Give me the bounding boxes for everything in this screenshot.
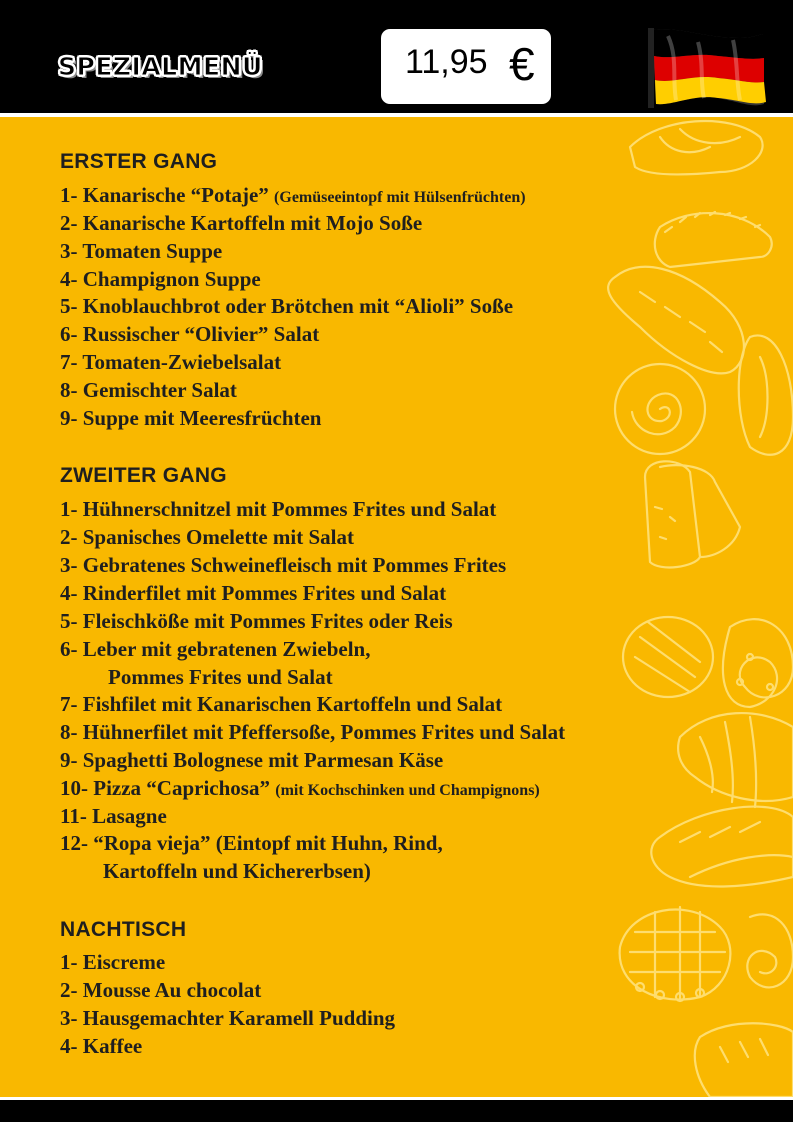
list-item: 3- Tomaten Suppe xyxy=(60,239,223,263)
section-title-nachtisch: NACHTISCH xyxy=(60,918,187,941)
list-item: 12- “Ropa vieja” (Eintopf mit Huhn, Rind, xyxy=(60,831,443,855)
list-item: 11- Lasagne xyxy=(60,804,167,828)
section-title-erster-gang: ERSTER GANG xyxy=(60,150,218,173)
item-text: 10- Pizza “Caprichosa” xyxy=(60,776,270,800)
item-note: (mit Kochschinken und Champignons) xyxy=(275,782,540,799)
list-item: 2- Kanarische Kartoffeln mit Mojo Soße xyxy=(60,211,423,235)
list-item: 7- Fishfilet mit Kanarischen Kartoffeln und Salat xyxy=(60,692,503,716)
list-item: 7- Tomaten-Zwiebelsalat xyxy=(60,350,282,374)
list-item: 3- Gebratenes Schweinefleisch mit Pommes Frites xyxy=(60,553,507,577)
list-item: 9- Spaghetti Bolognese mit Parmesan Käse xyxy=(60,748,444,772)
list-item: 5- Fleischköße mit Pommes Frites oder Reis xyxy=(60,609,453,633)
list-item: 2- Spanisches Omelette mit Salat xyxy=(60,525,354,549)
list-item-continuation: Pommes Frites und Salat xyxy=(108,665,333,689)
list-item: 4- Rinderfilet mit Pommes Frites und Salat xyxy=(60,581,447,605)
list-item: 9- Suppe mit Meeresfrüchten xyxy=(60,406,322,430)
list-item: 5- Knoblauchbrot oder Brötchen mit “Alioli” Soße xyxy=(60,294,514,318)
list-item: 6- Leber mit gebratenen Zwiebeln, xyxy=(60,637,371,661)
bread-illustrations-icon xyxy=(600,117,793,1097)
section-title-zweiter-gang: ZWEITER GANG xyxy=(60,464,227,487)
item-note: (Gemüseeintopf mit Hülsenfrüchten) xyxy=(274,189,526,206)
list-item: 6- Russischer “Olivier” Salat xyxy=(60,322,320,346)
list-item: 2- Mousse Au chocolat xyxy=(60,978,262,1002)
list-item: 1- Eiscreme xyxy=(60,950,166,974)
list-item: 4- Champignon Suppe xyxy=(60,267,261,291)
list-item: 4- Kaffee xyxy=(60,1034,143,1058)
price-badge xyxy=(381,29,551,104)
list-item: 8- Hühnerfilet mit Pfeffersoße, Pommes Frites und Salat xyxy=(60,720,566,744)
footer-bar xyxy=(0,1100,793,1122)
germany-flag-icon xyxy=(648,28,768,108)
list-item: 1- Hühnerschnitzel mit Pommes Frites und Salat xyxy=(60,497,497,521)
list-item-continuation: Kartoffeln und Kichererbsen) xyxy=(103,859,371,883)
list-item: 8- Gemischter Salat xyxy=(60,378,237,402)
list-item xyxy=(60,183,526,208)
menu-title: SPEZIALMENÜ xyxy=(58,52,263,81)
list-item: 3- Hausgemachter Karamell Pudding xyxy=(60,1006,396,1030)
euro-symbol: € xyxy=(509,38,535,90)
item-text: 1- Kanarische “Potaje” xyxy=(60,183,269,207)
price-value: 11,95 xyxy=(405,43,488,81)
list-item xyxy=(60,776,540,801)
